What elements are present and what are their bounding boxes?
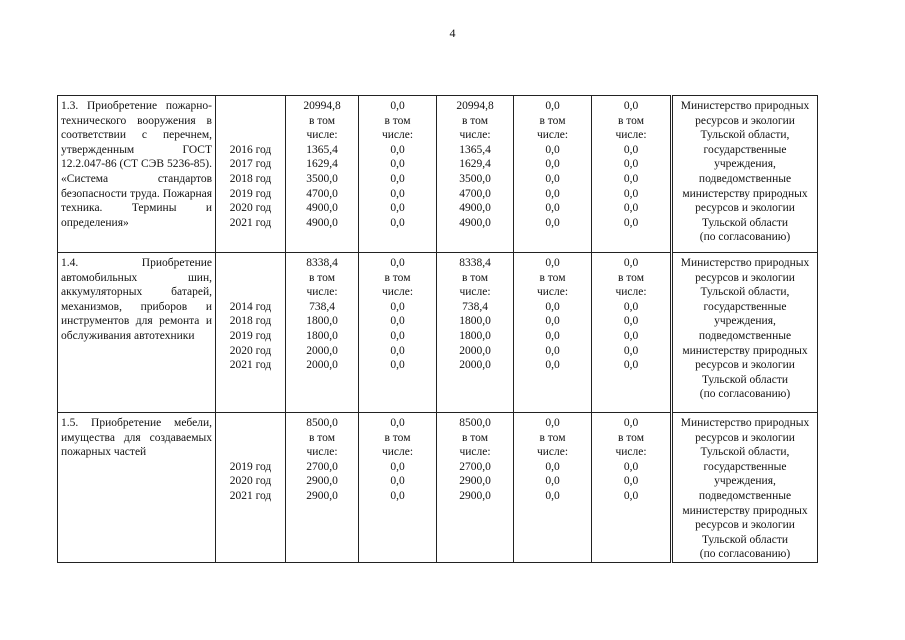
federal-values: 0,0 в том числе: 0,0 0,0 0,0 (381, 417, 414, 502)
local-values: 0,0 в том числе: 0,0 0,0 0,0 0,0 0,0 0,0 (536, 100, 569, 229)
funding-table (57, 95, 818, 563)
total-values: 8338,4 в том числе: 738,4 1800,0 1800,0 2000,0 2000,0 (306, 257, 338, 372)
measure-name-cell (58, 253, 216, 413)
table-row (58, 96, 818, 253)
extrabudget-cell (592, 96, 672, 253)
executor-text: Министерство природных ресурсов и экологии Тульской области, государственные учреждения, подведомственные министерству природных ресурсов и экологии Тульской области (по согласованию) (680, 100, 810, 244)
measure-name: 1.3. Приобретение пожарно-технического вооружения в соответствии с перечнем, утвержденным ГОСТ 12.2.047-86 (СТ СЭВ 5236-85). «Система стандартов безопасности труда. Пожарная техника. Термины и определения» (61, 100, 212, 229)
table-row (58, 253, 818, 413)
federal-cell (359, 413, 437, 563)
years-cell (216, 253, 286, 413)
regional-cell (437, 413, 514, 563)
regional-cell (437, 253, 514, 413)
regional-values: 20994,8 в том числе: 1365,4 1629,4 3500,0 4700,0 4900,0 4900,0 (456, 100, 494, 229)
total-values: 20994,8 в том числе: 1365,4 1629,4 3500,0 4700,0 4900,0 4900,0 (303, 100, 341, 229)
years-cell (216, 96, 286, 253)
federal-values: 0,0 в том числе: 0,0 0,0 0,0 0,0 0,0 0,0 (381, 100, 414, 229)
executor-cell (672, 253, 818, 413)
extrabudget-cell (592, 413, 672, 563)
total-values: 8500,0 в том числе: 2700,0 2900,0 2900,0 (306, 417, 338, 502)
regional-cell (437, 96, 514, 253)
regional-values: 8338,4 в том числе: 738,4 1800,0 1800,0 2000,0 2000,0 (459, 257, 491, 372)
years-list: 2016 год 2017 год 2018 год 2019 год 2020 год 2021 год (229, 143, 272, 229)
total-cell (286, 96, 359, 253)
executor-cell (672, 96, 818, 253)
local-cell (514, 413, 592, 563)
executor-cell (672, 413, 818, 563)
executor-text: Министерство природных ресурсов и экологии Тульской области, государственные учреждения, подведомственные министерству природных ресурсов и экологии Тульской области (по согласованию) (680, 257, 810, 401)
table-row (58, 413, 818, 563)
federal-cell (359, 253, 437, 413)
local-cell (514, 253, 592, 413)
total-cell (286, 413, 359, 563)
years-cell (216, 413, 286, 563)
measure-name-cell (58, 413, 216, 563)
years-list: 2019 год 2020 год 2021 год (229, 460, 272, 502)
extrabudget-values: 0,0 в том числе: 0,0 0,0 0,0 0,0 0,0 (615, 257, 647, 372)
extrabudget-cell (592, 253, 672, 413)
extrabudget-values: 0,0 в том числе: 0,0 0,0 0,0 (615, 417, 647, 502)
total-cell (286, 253, 359, 413)
federal-cell (359, 96, 437, 253)
years-list: 2014 год 2018 год 2019 год 2020 год 2021 год (229, 300, 272, 372)
federal-values: 0,0 в том числе: 0,0 0,0 0,0 0,0 0,0 (381, 257, 414, 372)
extrabudget-values: 0,0 в том числе: 0,0 0,0 0,0 0,0 0,0 0,0 (615, 100, 647, 229)
measure-name-cell (58, 96, 216, 253)
local-cell (514, 96, 592, 253)
executor-text: Министерство природных ресурсов и экологии Тульской области, государственные учреждения, подведомственные министерству природных ресурсов и экологии Тульской области (по согласованию) (680, 417, 810, 561)
measure-name: 1.5. Приобретение мебели, имущества для создаваемых пожарных частей (61, 417, 212, 459)
regional-values: 8500,0 в том числе: 2700,0 2900,0 2900,0 (459, 417, 491, 502)
local-values: 0,0 в том числе: 0,0 0,0 0,0 (536, 417, 569, 502)
page-number: 4 (449, 26, 456, 40)
local-values: 0,0 в том числе: 0,0 0,0 0,0 0,0 0,0 (536, 257, 569, 372)
measure-name: 1.4. Приобретение автомобильных шин, аккумуляторных батарей, механизмов, приборов и инструментов для ремонта и обслуживания автотехники (61, 257, 212, 342)
